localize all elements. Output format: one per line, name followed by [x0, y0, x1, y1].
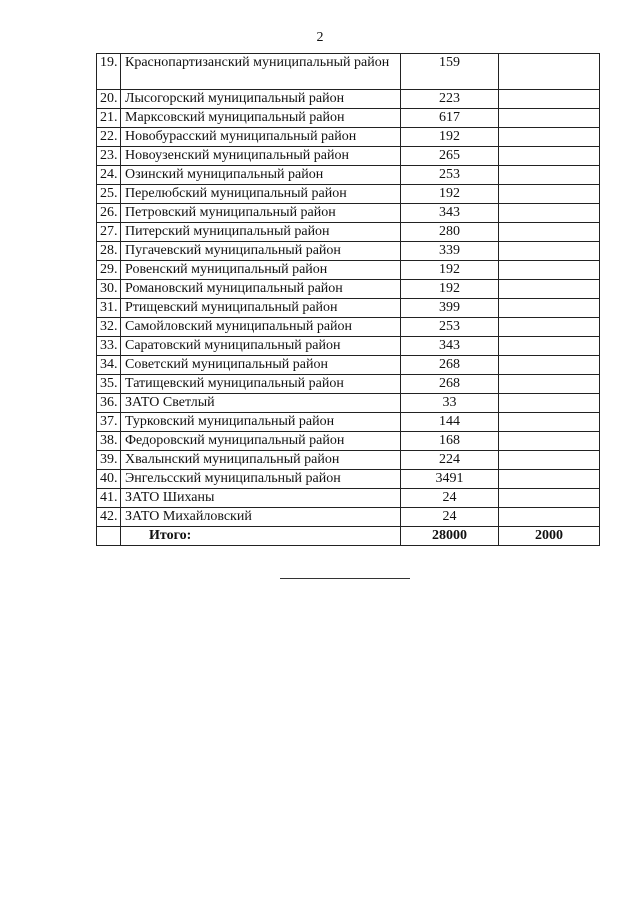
district-value: 144 [401, 413, 499, 432]
district-value: 280 [401, 223, 499, 242]
district-name: Лысогорский муниципальный район [121, 90, 401, 109]
district-extra [499, 261, 600, 280]
district-value: 192 [401, 261, 499, 280]
district-name: Ровенский муниципальный район [121, 261, 401, 280]
table-row [97, 489, 600, 508]
district-name: Марксовский муниципальный район [121, 109, 401, 128]
district-extra [499, 90, 600, 109]
row-number: 28. [97, 242, 121, 261]
district-name: Краснопартизанский муниципальный район [121, 54, 401, 90]
district-extra [499, 223, 600, 242]
district-value: 617 [401, 109, 499, 128]
district-name: Энгельсский муниципальный район [121, 470, 401, 489]
district-value: 265 [401, 147, 499, 166]
district-name: Хвалынский муниципальный район [121, 451, 401, 470]
table-row [97, 337, 600, 356]
table-row [97, 375, 600, 394]
district-name: Самойловский муниципальный район [121, 318, 401, 337]
district-name: Перелюбский муниципальный район [121, 185, 401, 204]
district-value: 24 [401, 489, 499, 508]
row-number: 41. [97, 489, 121, 508]
district-value: 33 [401, 394, 499, 413]
row-number: 26. [97, 204, 121, 223]
district-extra [499, 451, 600, 470]
row-number: 32. [97, 318, 121, 337]
district-extra [499, 280, 600, 299]
district-extra [499, 413, 600, 432]
district-extra [499, 470, 600, 489]
row-number: 22. [97, 128, 121, 147]
total-value: 28000 [401, 527, 499, 546]
row-number: 24. [97, 166, 121, 185]
table-total-row [97, 527, 600, 546]
district-value: 192 [401, 280, 499, 299]
table-row [97, 261, 600, 280]
district-name: Озинский муниципальный район [121, 166, 401, 185]
district-name: ЗАТО Светлый [121, 394, 401, 413]
table-row [97, 54, 600, 90]
district-value: 224 [401, 451, 499, 470]
district-value: 339 [401, 242, 499, 261]
district-extra [499, 432, 600, 451]
table-row [97, 109, 600, 128]
row-number: 20. [97, 90, 121, 109]
district-name: Новоузенский муниципальный район [121, 147, 401, 166]
table-row [97, 242, 600, 261]
district-name: ЗАТО Шиханы [121, 489, 401, 508]
table-row [97, 394, 600, 413]
row-number: 35. [97, 375, 121, 394]
table-row [97, 451, 600, 470]
table-body [97, 54, 600, 546]
row-number: 29. [97, 261, 121, 280]
district-extra [499, 375, 600, 394]
district-name: Романовский муниципальный район [121, 280, 401, 299]
district-extra [499, 508, 600, 527]
allocation-table [96, 53, 600, 546]
total-extra: 2000 [499, 527, 600, 546]
district-name: Татищевский муниципальный район [121, 375, 401, 394]
district-name: Турковский муниципальный район [121, 413, 401, 432]
district-extra [499, 109, 600, 128]
district-value: 399 [401, 299, 499, 318]
district-name: Новобурасский муниципальный район [121, 128, 401, 147]
total-label: Итого: [121, 527, 401, 546]
district-value: 168 [401, 432, 499, 451]
table-row [97, 223, 600, 242]
row-number: 25. [97, 185, 121, 204]
separator-line [280, 578, 410, 579]
table-row [97, 185, 600, 204]
row-number: 23. [97, 147, 121, 166]
district-name: Питерский муниципальный район [121, 223, 401, 242]
table-row [97, 318, 600, 337]
row-number: 38. [97, 432, 121, 451]
table-row [97, 204, 600, 223]
district-extra [499, 128, 600, 147]
district-value: 3491 [401, 470, 499, 489]
district-name: Саратовский муниципальный район [121, 337, 401, 356]
district-value: 343 [401, 204, 499, 223]
row-number: 36. [97, 394, 121, 413]
district-value: 253 [401, 318, 499, 337]
row-number: 39. [97, 451, 121, 470]
row-number: 30. [97, 280, 121, 299]
table-row [97, 280, 600, 299]
table-row [97, 299, 600, 318]
table-row [97, 166, 600, 185]
table-row [97, 470, 600, 489]
district-name: Советский муниципальный район [121, 356, 401, 375]
row-number: 40. [97, 470, 121, 489]
district-value: 268 [401, 356, 499, 375]
district-value: 223 [401, 90, 499, 109]
district-name: Пугачевский муниципальный район [121, 242, 401, 261]
table-row [97, 128, 600, 147]
district-extra [499, 54, 600, 90]
district-extra [499, 204, 600, 223]
district-value: 343 [401, 337, 499, 356]
district-extra [499, 242, 600, 261]
table-row [97, 432, 600, 451]
row-number: 19. [97, 54, 121, 90]
district-extra [499, 147, 600, 166]
district-value: 268 [401, 375, 499, 394]
district-extra [499, 185, 600, 204]
row-number: 37. [97, 413, 121, 432]
district-extra [499, 356, 600, 375]
row-number: 27. [97, 223, 121, 242]
district-value: 253 [401, 166, 499, 185]
district-value: 24 [401, 508, 499, 527]
district-value: 159 [401, 54, 499, 90]
row-number: 42. [97, 508, 121, 527]
district-name: Федоровский муниципальный район [121, 432, 401, 451]
district-value: 192 [401, 185, 499, 204]
district-extra [499, 489, 600, 508]
district-extra [499, 299, 600, 318]
row-number: 34. [97, 356, 121, 375]
page-number: 2 [316, 30, 324, 45]
table-row [97, 90, 600, 109]
table-row [97, 147, 600, 166]
row-number: 21. [97, 109, 121, 128]
district-extra [499, 394, 600, 413]
district-extra [499, 318, 600, 337]
district-name: Ртищевский муниципальный район [121, 299, 401, 318]
table-row [97, 413, 600, 432]
row-number: 31. [97, 299, 121, 318]
district-extra [499, 166, 600, 185]
row-number: 33. [97, 337, 121, 356]
district-name: ЗАТО Михайловский [121, 508, 401, 527]
district-extra [499, 337, 600, 356]
district-value: 192 [401, 128, 499, 147]
table-row [97, 508, 600, 527]
district-name: Петровский муниципальный район [121, 204, 401, 223]
total-num-cell [97, 527, 121, 546]
table-row [97, 356, 600, 375]
